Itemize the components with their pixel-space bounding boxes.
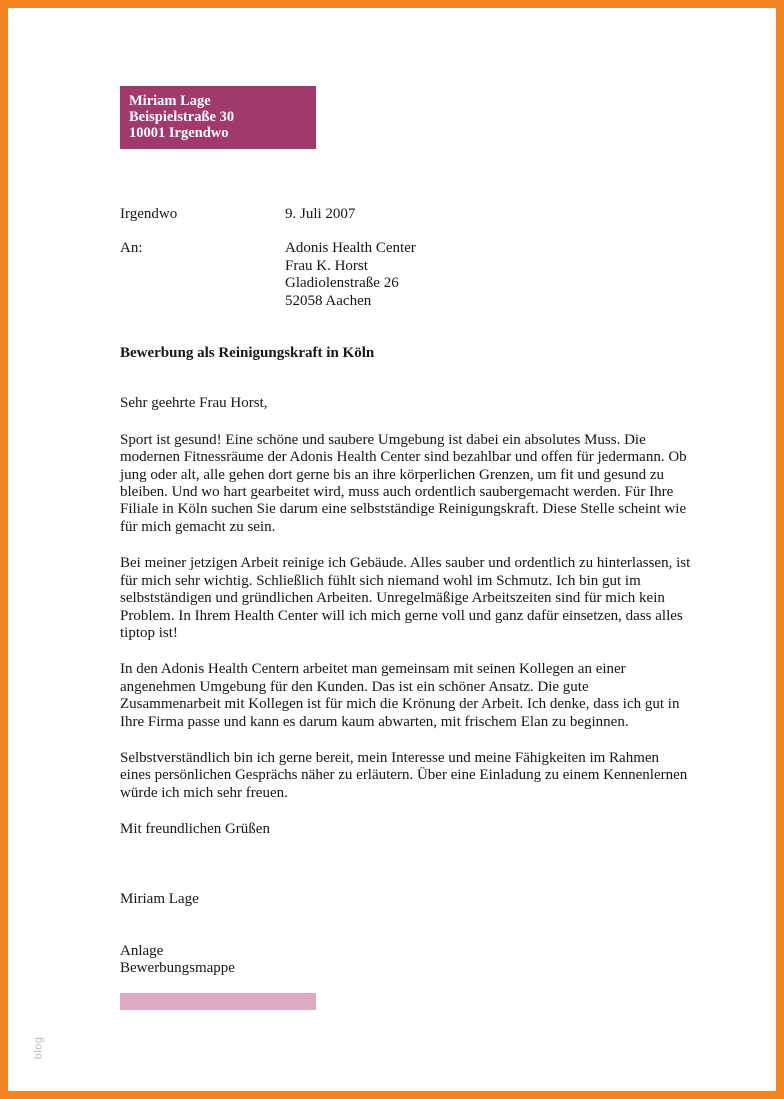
paragraph-1: Sport ist gesund! Eine schöne und saubere Umgebung ist dabei ein absolutes Muss. Die modernen Fitnessräume der Adonis Health Center sind bezahlbar und offen für jedermann. Ob jung oder alt, alle gehen dort gerne bis an ihre körperlichen Grenzen, um fit und gesund zu bleiben. Und wo hart gearbeitet wird, muss auch ordentlich saubergemacht werden. Für Ihre Filiale in Köln suchen Sie darum eine selbstständige Reinigungskraft. Diese Stelle scheint wie für mich gemacht zu sein. <box>120 431 687 535</box>
closing-phrase: Mit freundlichen Grüßen <box>120 821 270 838</box>
recipient-line: Gladiolenstraße 26 <box>285 275 399 292</box>
letter-content <box>8 206 776 978</box>
sender-street: Beispielstraße 30 <box>129 109 235 125</box>
salutation: Sehr geehrte Frau Horst, <box>120 395 268 412</box>
letter-page <box>8 8 776 1091</box>
sender-address-block <box>120 86 316 149</box>
recipient-line: Frau K. Horst <box>285 257 368 274</box>
blog-watermark: blog <box>32 1036 45 1059</box>
letter-date: 9. Juli 2007 <box>285 206 356 222</box>
signature-name: Miriam Lage <box>120 890 199 907</box>
enclosure-block <box>120 943 692 978</box>
subject-line: Bewerbung als Reinigungskraft in Köln <box>120 345 375 362</box>
enclosure-item: Bewerbungsmappe <box>120 960 235 977</box>
date-row <box>120 206 692 223</box>
sender-place: Irgendwo <box>120 206 178 222</box>
paragraph-4: Selbstverständlich bin ich gerne bereit, mein Interesse und meine Fähigkeiten im Rahmen eines persönlichen Gesprächs näher zu erläutern. Über eine Einladung zu einem Kennenlernen würde ich mich sehr freuen. <box>120 749 688 801</box>
enclosure-label: Anlage <box>120 942 164 959</box>
sender-city: 10001 Irgendwo <box>129 125 229 141</box>
recipient-label: An: <box>120 240 143 257</box>
paragraph-2: Bei meiner jetzigen Arbeit reinige ich Gebäude. Alles sauber und ordentlich zu hinterlassen, ist für mich sehr wichtig. Schließlich fühlt sich niemand wohl im Schmutz. Ich bin gut im selbstständigen und gründlichen Arbeiten. Unregelmäßige Arbeitszeiten sind für mich kein Problem. In Ihrem Health Center will ich mich gerne voll und ganz dafür einsetzen, dass alles tiptop ist! <box>120 555 691 641</box>
recipient-row <box>120 240 692 310</box>
recipient-line: 52058 Aachen <box>285 292 372 309</box>
paragraph-3: In den Adonis Health Centern arbeitet man gemeinsam mit seinen Kollegen an einer angenehmen Umgebung für den Kunden. Das ist ein schöner Ansatz. Die gute Zusammenarbeit mit Kollegen ist für mich die Krönung der Arbeit. Ich denke, dass ich gut in Ihre Firma passe und kann es darum kaum abwarten, mit frischem Elan zu beginnen. <box>120 661 680 730</box>
footer-accent-bar <box>120 993 316 1010</box>
recipient-line: Adonis Health Center <box>285 240 416 257</box>
sender-name: Miriam Lage <box>129 93 211 109</box>
recipient-address <box>285 240 416 310</box>
